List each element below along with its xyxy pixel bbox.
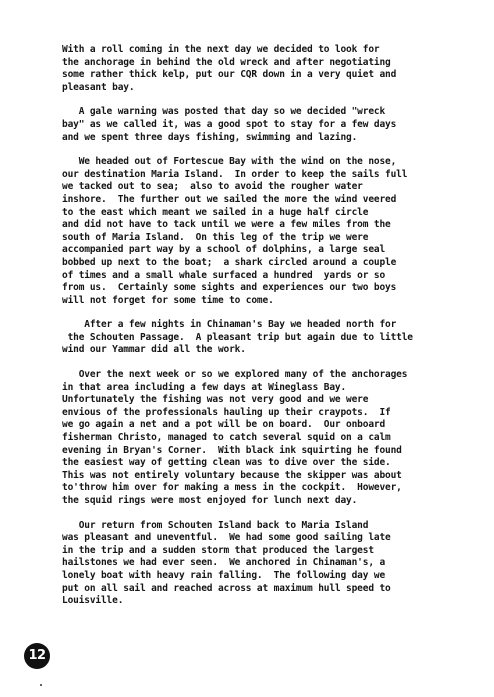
text-line: After a few nights in Chinaman's Bay we headed north for xyxy=(62,319,397,331)
text-line: some rather thick kelp, put our CQR down in a very quiet and xyxy=(62,69,397,81)
text-line: the squid rings were most enjoyed for lunch next day. xyxy=(62,495,358,506)
text-line: was pleasant and uneventful. We had some good sailing late xyxy=(62,532,391,544)
text-line: We headed out of Fortescue Bay with the wind on the nose, xyxy=(62,156,397,168)
text-line: will not forget for some time to come. xyxy=(62,294,274,306)
text-line: Our return from Schouten Island back to Maria Island xyxy=(62,519,369,531)
text-line: This was not entirely voluntary because the skipper was about xyxy=(62,469,402,481)
text-line: the anchorage in behind the old wreck and after negotiating xyxy=(62,56,391,68)
paragraph xyxy=(62,520,450,608)
text-line: put on all sail and reached across at maximum hull speed to xyxy=(62,582,391,594)
paragraph xyxy=(62,156,450,307)
text-line: evening in Bryan's Corner. With black ink squirting he found xyxy=(62,444,402,456)
paragraph xyxy=(62,369,450,508)
text-line: we tacked out to sea; also to avoid the rougher water xyxy=(62,181,363,193)
paragraph xyxy=(62,319,450,357)
text-line: the easiest way of getting clean was to dive over the side. xyxy=(62,457,391,469)
page-number-badge: 12 xyxy=(24,643,50,669)
text-line: our destination Maria Island. In order to keep the sails full xyxy=(62,168,408,180)
text-line: and did not have to tack until we were a few miles from the xyxy=(62,219,391,231)
text-line: south of Maria Island. On this leg of the trip we were xyxy=(62,231,369,243)
text-line: With a roll coming in the next day we decided to look for xyxy=(62,44,380,55)
text-line: Louisville. xyxy=(62,595,124,607)
text-line: Unfortunately the fishing was not very good and we were xyxy=(62,394,369,406)
body-text xyxy=(62,44,450,620)
text-line: lonely boat with heavy rain falling. The following day we xyxy=(62,569,386,581)
text-line: fisherman Christo, managed to catch several squid on a calm xyxy=(62,432,391,444)
text-line: inshore. The further out we sailed the more the wind veered xyxy=(62,193,397,205)
paragraph xyxy=(62,106,450,144)
text-line: bobbed up next to the boat; a shark circled around a couple xyxy=(62,256,397,268)
text-line: to'throw him over for making a mess in the cockpit. However, xyxy=(62,482,402,494)
text-line: accompanied part way by a school of dolphins, a large seal xyxy=(62,244,386,256)
text-line: from us. Certainly some sights and experiences our two boys xyxy=(62,282,397,294)
text-line: A gale warning was posted that day so we decided "wreck xyxy=(62,106,386,118)
paragraph xyxy=(62,44,450,94)
text-line: in that area including a few days at Wineglass Bay. xyxy=(62,381,347,393)
text-line: pleasant bay. xyxy=(62,81,135,93)
text-line: hailstones we had ever seen. We anchored in Chinaman's, a xyxy=(62,557,386,569)
text-line: and we spent three days fishing, swimming and lazing. xyxy=(62,131,358,143)
scan-speck xyxy=(40,684,42,686)
text-line: bay" as we called it, was a good spot to stay for a few days xyxy=(62,118,397,130)
text-line: the Schouten Passage. A pleasant trip but again due to little xyxy=(62,331,413,343)
text-line: wind our Yammar did all the work. xyxy=(62,344,246,356)
text-line: of times and a small whale surfaced a hundred yards or so xyxy=(62,269,386,281)
text-line: we go again a net and a pot will be on board. Our onboard xyxy=(62,419,386,431)
text-line: in the trip and a sudden storm that produced the largest xyxy=(62,544,374,556)
text-line: to the east which meant we sailed in a huge half circle xyxy=(62,206,369,218)
text-line: envious of the professionals hauling up their craypots. If xyxy=(62,406,391,418)
text-line: Over the next week or so we explored many of the anchorages xyxy=(62,369,408,381)
